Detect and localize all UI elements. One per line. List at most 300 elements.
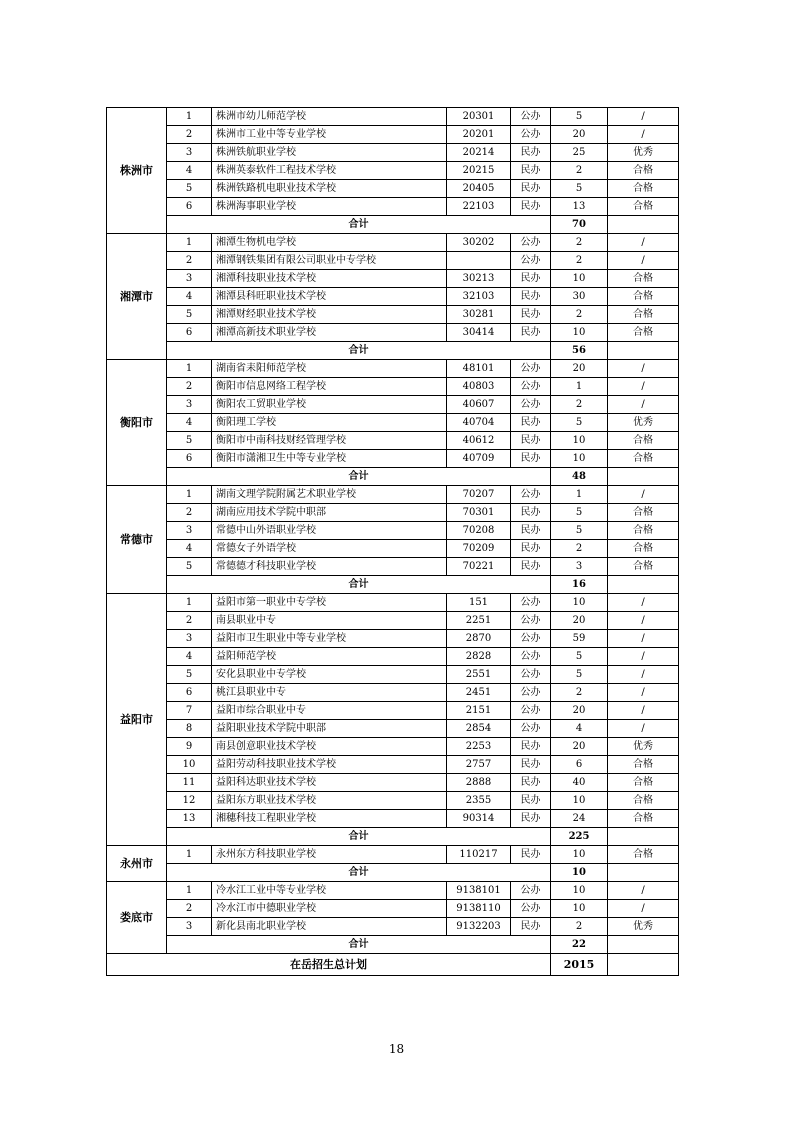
table-row — [107, 738, 679, 756]
school-type: 民办 — [511, 846, 551, 864]
plan-count: 5 — [551, 666, 608, 684]
evaluation: 优秀 — [608, 414, 679, 432]
evaluation: / — [608, 684, 679, 702]
row-number: 7 — [167, 702, 212, 720]
school-type: 民办 — [511, 810, 551, 828]
subtotal-row — [107, 216, 679, 234]
school-name: 益阳师范学校 — [212, 648, 447, 666]
plan-count: 5 — [551, 648, 608, 666]
school-code: 20214 — [447, 144, 511, 162]
school-name: 冷水江市中德职业学校 — [212, 900, 447, 918]
table-row — [107, 846, 679, 864]
school-name: 衡阳农工贸职业学校 — [212, 396, 447, 414]
table-row — [107, 504, 679, 522]
plan-count: 5 — [551, 522, 608, 540]
evaluation: 合格 — [608, 558, 679, 576]
plan-count: 59 — [551, 630, 608, 648]
table-row — [107, 324, 679, 342]
row-number: 1 — [167, 846, 212, 864]
plan-count: 2 — [551, 540, 608, 558]
evaluation: 合格 — [608, 792, 679, 810]
subtotal-label: 合计 — [167, 468, 551, 486]
school-code: 32103 — [447, 288, 511, 306]
row-number: 6 — [167, 450, 212, 468]
table-row — [107, 540, 679, 558]
school-type: 民办 — [511, 918, 551, 936]
evaluation: 合格 — [608, 450, 679, 468]
evaluation: 合格 — [608, 756, 679, 774]
evaluation: 合格 — [608, 180, 679, 198]
school-code: 9132203 — [447, 918, 511, 936]
table-row — [107, 486, 679, 504]
school-name: 湘潭科技职业技术学校 — [212, 270, 447, 288]
school-code: 30414 — [447, 324, 511, 342]
school-code: 9138101 — [447, 882, 511, 900]
school-name: 常德中山外语职业学校 — [212, 522, 447, 540]
table-row — [107, 594, 679, 612]
school-type: 民办 — [511, 738, 551, 756]
row-number: 1 — [167, 486, 212, 504]
row-number: 3 — [167, 270, 212, 288]
school-type: 公办 — [511, 684, 551, 702]
evaluation: 合格 — [608, 288, 679, 306]
school-code: 70208 — [447, 522, 511, 540]
school-name: 株洲铁航职业学校 — [212, 144, 447, 162]
evaluation: 优秀 — [608, 144, 679, 162]
row-number: 5 — [167, 306, 212, 324]
table-row — [107, 432, 679, 450]
school-code: 90314 — [447, 810, 511, 828]
table-row — [107, 792, 679, 810]
city-cell: 衡阳市 — [107, 360, 167, 486]
evaluation: / — [608, 486, 679, 504]
row-number: 2 — [167, 378, 212, 396]
row-number: 2 — [167, 612, 212, 630]
school-type: 公办 — [511, 396, 551, 414]
plan-count: 20 — [551, 360, 608, 378]
table-row — [107, 414, 679, 432]
school-type: 公办 — [511, 720, 551, 738]
table-row — [107, 918, 679, 936]
school-name: 益阳市卫生职业中等专业学校 — [212, 630, 447, 648]
school-type: 民办 — [511, 270, 551, 288]
table-row — [107, 522, 679, 540]
school-code: 9138110 — [447, 900, 511, 918]
row-number: 2 — [167, 252, 212, 270]
grand-total-label: 在岳招生总计划 — [107, 954, 551, 976]
school-code: 40612 — [447, 432, 511, 450]
subtotal-label: 合计 — [167, 864, 551, 882]
school-name: 湖南应用技术学院中职部 — [212, 504, 447, 522]
evaluation: / — [608, 648, 679, 666]
school-code: 2854 — [447, 720, 511, 738]
school-code: 2757 — [447, 756, 511, 774]
school-code: 70209 — [447, 540, 511, 558]
plan-count: 30 — [551, 288, 608, 306]
school-code: 2888 — [447, 774, 511, 792]
city-cell: 湘潭市 — [107, 234, 167, 360]
table-row — [107, 666, 679, 684]
school-type: 民办 — [511, 558, 551, 576]
school-name: 益阳职业技术学院中职部 — [212, 720, 447, 738]
table-row — [107, 900, 679, 918]
school-code: 70301 — [447, 504, 511, 522]
school-type: 公办 — [511, 702, 551, 720]
evaluation: / — [608, 126, 679, 144]
plan-count: 10 — [551, 882, 608, 900]
row-number: 13 — [167, 810, 212, 828]
school-code: 30281 — [447, 306, 511, 324]
school-type: 民办 — [511, 774, 551, 792]
school-code: 110217 — [447, 846, 511, 864]
plan-count: 2 — [551, 918, 608, 936]
school-name: 株洲海事职业学校 — [212, 198, 447, 216]
table-row — [107, 450, 679, 468]
table-row — [107, 144, 679, 162]
plan-count: 2 — [551, 252, 608, 270]
page-number: 18 — [388, 1042, 405, 1056]
school-type: 民办 — [511, 522, 551, 540]
subtotal-row — [107, 468, 679, 486]
plan-count: 20 — [551, 738, 608, 756]
evaluation: 合格 — [608, 198, 679, 216]
school-type: 民办 — [511, 450, 551, 468]
school-type: 民办 — [511, 432, 551, 450]
subtotal-label: 合计 — [167, 342, 551, 360]
school-code: 2828 — [447, 648, 511, 666]
row-number: 4 — [167, 414, 212, 432]
plan-count: 3 — [551, 558, 608, 576]
plan-count: 6 — [551, 756, 608, 774]
evaluation: 合格 — [608, 270, 679, 288]
table-row — [107, 720, 679, 738]
evaluation: 合格 — [608, 324, 679, 342]
plan-count: 5 — [551, 180, 608, 198]
school-code: 20301 — [447, 108, 511, 126]
evaluation: / — [608, 234, 679, 252]
school-name: 常德德才科技职业学校 — [212, 558, 447, 576]
school-name: 湘潭财经职业技术学校 — [212, 306, 447, 324]
evaluation: / — [608, 630, 679, 648]
school-name: 株洲市幼儿师范学校 — [212, 108, 447, 126]
school-name: 衡阳市信息网络工程学校 — [212, 378, 447, 396]
school-name: 益阳市第一职业中专学校 — [212, 594, 447, 612]
row-number: 1 — [167, 594, 212, 612]
plan-count: 10 — [551, 900, 608, 918]
subtotal-value: 56 — [551, 342, 608, 360]
plan-count: 10 — [551, 450, 608, 468]
school-code: 2355 — [447, 792, 511, 810]
evaluation: 合格 — [608, 162, 679, 180]
school-name: 益阳科达职业技术学校 — [212, 774, 447, 792]
subtotal-blank — [608, 936, 679, 954]
table-row — [107, 162, 679, 180]
school-code: 2451 — [447, 684, 511, 702]
row-number: 5 — [167, 180, 212, 198]
evaluation: / — [608, 252, 679, 270]
subtotal-row — [107, 828, 679, 846]
plan-count: 2 — [551, 684, 608, 702]
subtotal-blank — [608, 216, 679, 234]
school-name: 桃江县职业中专 — [212, 684, 447, 702]
school-name: 湖南省耒阳师范学校 — [212, 360, 447, 378]
evaluation: / — [608, 882, 679, 900]
school-name: 安化县职业中专学校 — [212, 666, 447, 684]
school-code: 70221 — [447, 558, 511, 576]
table-row — [107, 558, 679, 576]
row-number: 4 — [167, 288, 212, 306]
evaluation: 合格 — [608, 306, 679, 324]
school-name: 常德女子外语学校 — [212, 540, 447, 558]
school-name: 湘穗科技工程职业学校 — [212, 810, 447, 828]
evaluation: / — [608, 720, 679, 738]
subtotal-blank — [608, 828, 679, 846]
row-number: 9 — [167, 738, 212, 756]
subtotal-value: 16 — [551, 576, 608, 594]
school-type: 民办 — [511, 324, 551, 342]
subtotal-label: 合计 — [167, 936, 551, 954]
school-code: 40607 — [447, 396, 511, 414]
school-type: 民办 — [511, 198, 551, 216]
city-cell: 株洲市 — [107, 108, 167, 234]
school-type: 公办 — [511, 900, 551, 918]
plan-count: 20 — [551, 126, 608, 144]
table-row — [107, 684, 679, 702]
table-row — [107, 360, 679, 378]
plan-count: 10 — [551, 846, 608, 864]
plan-count: 2 — [551, 162, 608, 180]
table-row — [107, 288, 679, 306]
plan-count: 20 — [551, 702, 608, 720]
table-row — [107, 882, 679, 900]
school-name: 永州东方科技职业学校 — [212, 846, 447, 864]
subtotal-row — [107, 864, 679, 882]
row-number: 10 — [167, 756, 212, 774]
subtotal-row — [107, 342, 679, 360]
table-row — [107, 378, 679, 396]
row-number: 4 — [167, 540, 212, 558]
school-type: 公办 — [511, 666, 551, 684]
school-type: 民办 — [511, 180, 551, 198]
school-type: 民办 — [511, 414, 551, 432]
city-cell: 永州市 — [107, 846, 167, 882]
plan-count: 5 — [551, 504, 608, 522]
school-type: 公办 — [511, 378, 551, 396]
school-code: 22103 — [447, 198, 511, 216]
plan-count: 4 — [551, 720, 608, 738]
evaluation: 合格 — [608, 810, 679, 828]
school-type: 公办 — [511, 630, 551, 648]
school-name: 南县创意职业技术学校 — [212, 738, 447, 756]
school-type: 民办 — [511, 288, 551, 306]
school-code: 40803 — [447, 378, 511, 396]
evaluation: 合格 — [608, 846, 679, 864]
school-name: 益阳市综合职业中专 — [212, 702, 447, 720]
school-name: 株洲铁路机电职业技术学校 — [212, 180, 447, 198]
school-type: 民办 — [511, 792, 551, 810]
school-name: 株洲市工业中等专业学校 — [212, 126, 447, 144]
school-name: 衡阳市中南科技财经管理学校 — [212, 432, 447, 450]
school-code: 2870 — [447, 630, 511, 648]
evaluation: / — [608, 378, 679, 396]
subtotal-row — [107, 936, 679, 954]
plan-count: 40 — [551, 774, 608, 792]
row-number: 1 — [167, 234, 212, 252]
table-row — [107, 252, 679, 270]
plan-count: 2 — [551, 234, 608, 252]
evaluation: / — [608, 702, 679, 720]
school-type: 民办 — [511, 144, 551, 162]
plan-count: 2 — [551, 306, 608, 324]
row-number: 2 — [167, 900, 212, 918]
city-cell: 益阳市 — [107, 594, 167, 846]
plan-count: 1 — [551, 378, 608, 396]
city-cell: 常德市 — [107, 486, 167, 594]
row-number: 6 — [167, 198, 212, 216]
grand-total-row — [107, 954, 679, 976]
evaluation: / — [608, 900, 679, 918]
evaluation: / — [608, 360, 679, 378]
row-number: 5 — [167, 432, 212, 450]
row-number: 1 — [167, 360, 212, 378]
school-code: 40704 — [447, 414, 511, 432]
subtotal-value: 10 — [551, 864, 608, 882]
subtotal-label: 合计 — [167, 576, 551, 594]
city-cell: 娄底市 — [107, 882, 167, 954]
subtotal-blank — [608, 342, 679, 360]
row-number: 8 — [167, 720, 212, 738]
evaluation: / — [608, 594, 679, 612]
school-name: 湘潭高新技术职业学校 — [212, 324, 447, 342]
row-number: 12 — [167, 792, 212, 810]
school-code: 20201 — [447, 126, 511, 144]
evaluation: 合格 — [608, 540, 679, 558]
school-code: 2251 — [447, 612, 511, 630]
row-number: 3 — [167, 144, 212, 162]
school-type: 公办 — [511, 594, 551, 612]
school-name: 新化县南北职业学校 — [212, 918, 447, 936]
row-number: 11 — [167, 774, 212, 792]
table-row — [107, 774, 679, 792]
school-code: 2253 — [447, 738, 511, 756]
school-name: 湘潭钢铁集团有限公司职业中专学校 — [212, 252, 447, 270]
subtotal-blank — [608, 576, 679, 594]
table-row — [107, 612, 679, 630]
subtotal-value: 70 — [551, 216, 608, 234]
school-type: 民办 — [511, 162, 551, 180]
table-row — [107, 648, 679, 666]
row-number: 2 — [167, 504, 212, 522]
row-number: 5 — [167, 666, 212, 684]
school-code: 2551 — [447, 666, 511, 684]
plan-count: 13 — [551, 198, 608, 216]
evaluation: 优秀 — [608, 738, 679, 756]
school-name: 湘潭县科旺职业技术学校 — [212, 288, 447, 306]
school-code: 30202 — [447, 234, 511, 252]
school-type: 公办 — [511, 486, 551, 504]
school-name: 冷水江工业中等专业学校 — [212, 882, 447, 900]
plan-count: 10 — [551, 270, 608, 288]
school-name: 湖南文理学院附属艺术职业学校 — [212, 486, 447, 504]
plan-count: 10 — [551, 324, 608, 342]
school-name: 益阳劳动科技职业技术学校 — [212, 756, 447, 774]
evaluation: / — [608, 396, 679, 414]
evaluation: / — [608, 612, 679, 630]
row-number: 4 — [167, 162, 212, 180]
grand-total-value: 2015 — [551, 954, 608, 976]
row-number: 6 — [167, 684, 212, 702]
school-type: 公办 — [511, 234, 551, 252]
table-row — [107, 630, 679, 648]
plan-count: 20 — [551, 612, 608, 630]
school-code: 70207 — [447, 486, 511, 504]
table-row — [107, 396, 679, 414]
subtotal-label: 合计 — [167, 216, 551, 234]
school-code: 20405 — [447, 180, 511, 198]
evaluation: 合格 — [608, 522, 679, 540]
school-type: 公办 — [511, 360, 551, 378]
row-number: 3 — [167, 396, 212, 414]
table-row — [107, 702, 679, 720]
subtotal-value: 225 — [551, 828, 608, 846]
enrollment-plan-table — [106, 107, 679, 976]
school-name: 衡阳理工学校 — [212, 414, 447, 432]
table-row — [107, 180, 679, 198]
table-row — [107, 810, 679, 828]
evaluation: 合格 — [608, 774, 679, 792]
school-code: 2151 — [447, 702, 511, 720]
school-type: 公办 — [511, 252, 551, 270]
school-type: 民办 — [511, 540, 551, 558]
plan-count: 5 — [551, 108, 608, 126]
subtotal-value: 48 — [551, 468, 608, 486]
table-body — [107, 108, 679, 976]
school-code: 151 — [447, 594, 511, 612]
school-type: 公办 — [511, 108, 551, 126]
table-row — [107, 234, 679, 252]
evaluation: 合格 — [608, 504, 679, 522]
row-number: 2 — [167, 126, 212, 144]
plan-count: 10 — [551, 432, 608, 450]
school-code: 30213 — [447, 270, 511, 288]
row-number: 6 — [167, 324, 212, 342]
school-code: 20215 — [447, 162, 511, 180]
school-name: 株洲英泰软件工程技术学校 — [212, 162, 447, 180]
evaluation: / — [608, 666, 679, 684]
row-number: 3 — [167, 522, 212, 540]
plan-count: 5 — [551, 414, 608, 432]
school-code: 40709 — [447, 450, 511, 468]
plan-count: 25 — [551, 144, 608, 162]
school-code: 48101 — [447, 360, 511, 378]
row-number: 1 — [167, 108, 212, 126]
table-row — [107, 198, 679, 216]
evaluation: / — [608, 108, 679, 126]
evaluation: 优秀 — [608, 918, 679, 936]
subtotal-row — [107, 576, 679, 594]
plan-count: 1 — [551, 486, 608, 504]
table-row — [107, 108, 679, 126]
school-type: 民办 — [511, 306, 551, 324]
school-name: 益阳东方职业技术学校 — [212, 792, 447, 810]
school-type: 公办 — [511, 612, 551, 630]
school-type: 公办 — [511, 126, 551, 144]
subtotal-value: 22 — [551, 936, 608, 954]
grand-total-blank — [608, 954, 679, 976]
table-row — [107, 126, 679, 144]
row-number: 4 — [167, 648, 212, 666]
subtotal-label: 合计 — [167, 828, 551, 846]
